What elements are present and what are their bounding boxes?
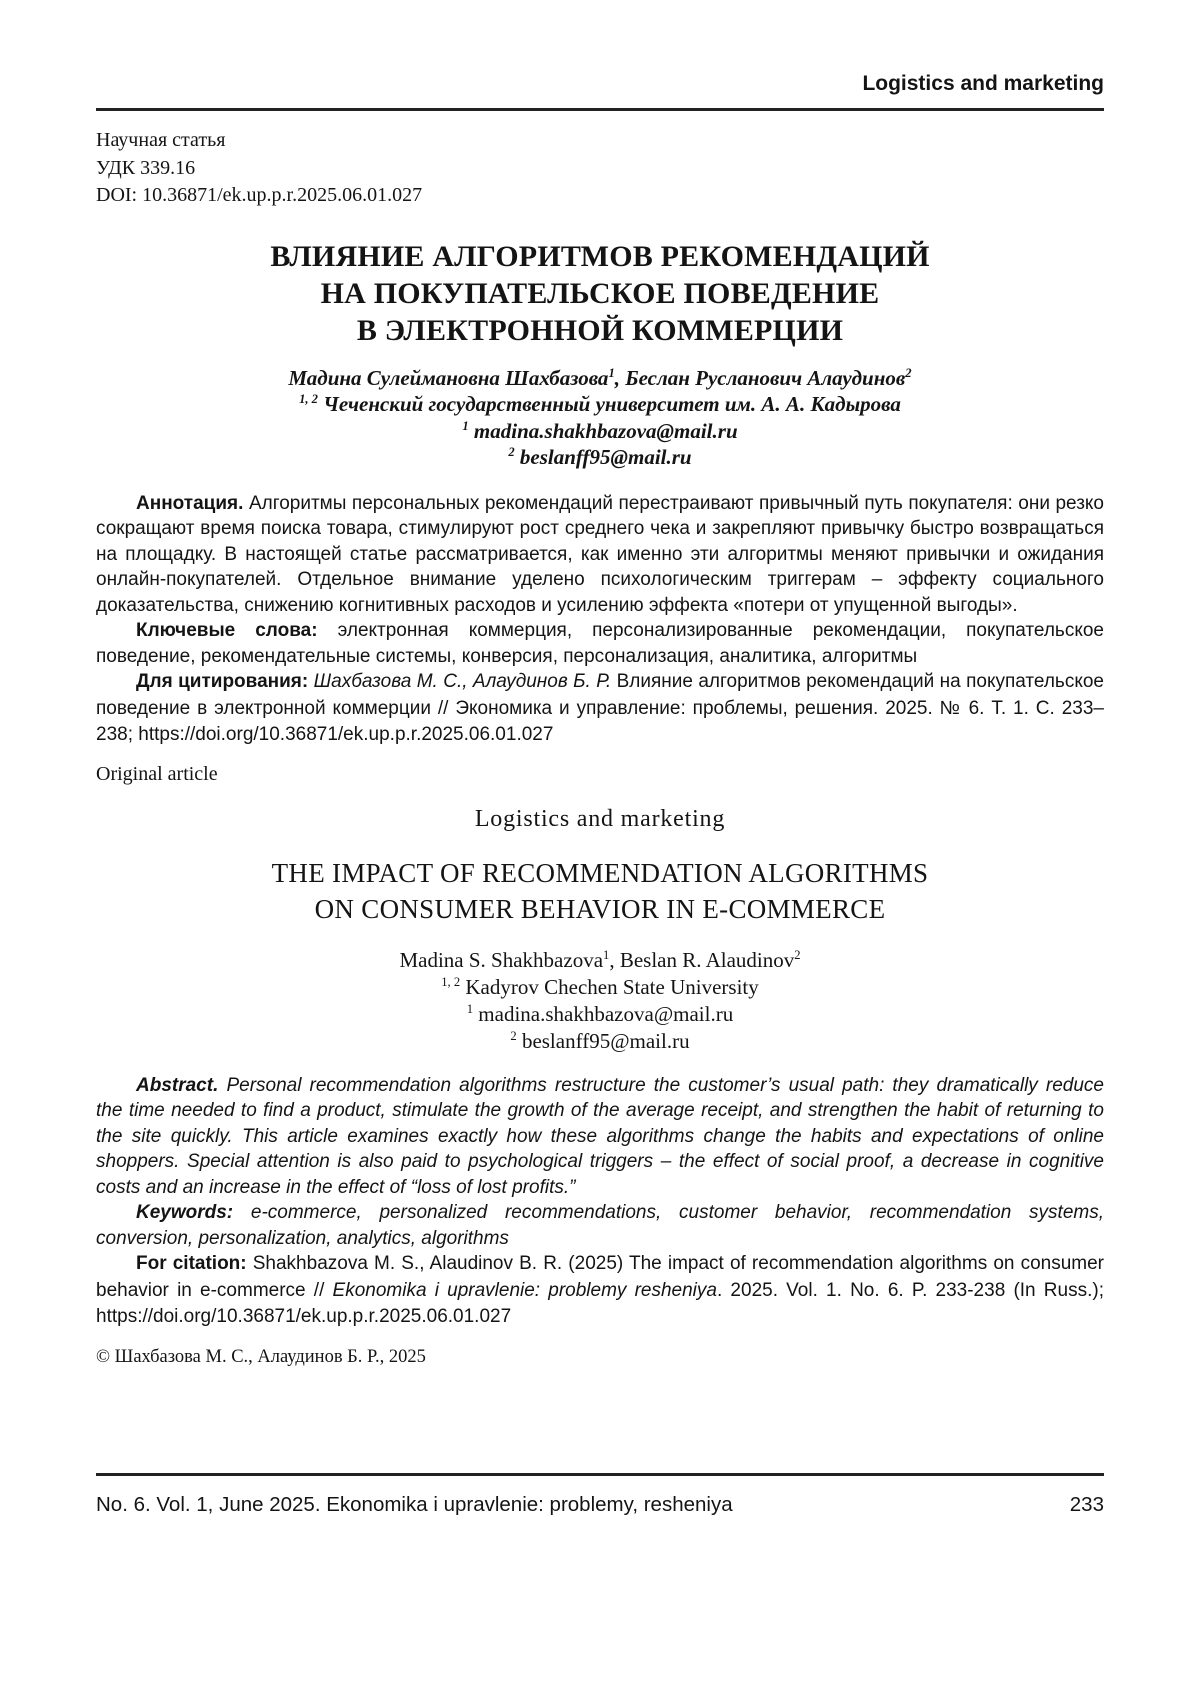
copyright-line: © Шахбазова М. С., Алаудинов Б. Р., 2025 <box>96 1346 426 1367</box>
affiliation-superscript: 1, 2 <box>299 392 318 406</box>
email-superscript: 2 <box>510 1028 517 1043</box>
author-superscript: 2 <box>794 947 801 962</box>
affiliation-ru: $^{1, 2}$ Чеченский государственный университет им. А. А. Кадырова <box>299 392 901 416</box>
citation-en-journal: Ekonomika i upravlenie: problemy resheniya <box>332 1279 717 1301</box>
abstract-en-text: Personal recommendation algorithms restructure the customer’s usual path: they dramatically reduce the time needed to find a product, stimulate the growth of the average receipt, and strengthen the habit of returning to the site quickly. This article examines exactly how these algorithms change the habits and expectations of online shoppers. Special attention is also paid to psychological triggers – the effect of social proof, a decrease in cognitive costs and an increase in the effect of “loss of lost profits.” <box>96 1074 1104 1198</box>
doi-label: DOI: 10.36871/ek.up.p.r.2025.06.01.027 <box>96 184 423 206</box>
email-superscript: 2 <box>508 445 515 459</box>
abstract-ru <box>96 491 1104 619</box>
header-rule <box>96 108 1104 111</box>
authors-ru-block <box>96 365 1104 471</box>
title-en-line: ON CONSUMER BEHAVIOR IN E-COMMERCE <box>314 893 886 924</box>
footer-page-number: 233 <box>1069 1493 1104 1516</box>
author-email-en: $^2$ beslanff95@mail.ru <box>510 1028 690 1053</box>
page-footer <box>96 1473 1104 1517</box>
email-superscript: 1 <box>462 418 469 433</box>
citation-ru <box>96 669 1104 749</box>
affiliation-en: $^{1, 2}$ Kadyrov Chechen State University <box>441 974 759 999</box>
original-article-label: Original article <box>96 762 218 785</box>
abstract-ru-label: Аннотация. <box>136 492 244 514</box>
author-superscript: 1 <box>608 365 615 380</box>
english-citation-block <box>96 1251 1104 1331</box>
authors-en-names: Madina S. Shakhbazova$^1$, Beslan R. Alaudinov$^2$ <box>399 947 801 972</box>
author-superscript: 2 <box>905 365 912 380</box>
keywords-ru-text: электронная коммерция, персонализированные рекомендации, покупательское поведение, рекомендательные системы, конверсия, персонализация, аналитика, алгоритмы <box>96 620 1104 667</box>
keywords-en-label: Keywords: <box>136 1202 234 1223</box>
abstract-en-label: Abstract. <box>136 1074 219 1096</box>
title-ru-line: НА ПОКУПАТЕЛЬСКОЕ ПОВЕДЕНИЕ <box>320 276 880 310</box>
author-superscript: 1 <box>603 947 610 962</box>
authors-ru-names: Мадина Сулеймановна Шахбазова$^1$, Беслан Русланович Алаудинов$^2$ <box>288 365 912 390</box>
abstract-en <box>96 1073 1104 1201</box>
citation-ru-label: Для цитирования: <box>136 671 309 692</box>
footer-rule <box>96 1473 1104 1476</box>
email-superscript: 1 <box>466 1001 474 1016</box>
running-head: Logistics and marketing <box>862 72 1104 95</box>
author-email-ru: $^1$ madina.shakhbazova@mail.ru <box>462 418 738 443</box>
citation-en-post: . 2025. Vol. 1. No. 6. P. 233-238 (In Russ.); https://doi.org/10.36871/ek.up.p.r.2025.06.01.027 <box>96 1279 1104 1327</box>
keywords-ru <box>96 618 1104 669</box>
author-email-ru: $^2$ beslanff95@mail.ru <box>508 445 692 469</box>
keywords-ru-label: Ключевые слова: <box>136 620 318 641</box>
russian-abstract-block <box>96 491 1104 749</box>
citation-en-pre: Shakhbazova M. S., Alaudinov B. R. (2025) The impact of recommendation algorithms on consumer behavior in e-commerce // <box>96 1253 1105 1301</box>
title-ru-line: В ЭЛЕКТРОННОЙ КОММЕРЦИИ <box>356 313 844 347</box>
section-heading-en: Logistics and marketing <box>474 805 726 832</box>
article-type-label: Научная статья <box>96 129 226 151</box>
citation-en-label: For citation: <box>136 1253 247 1274</box>
citation-ru-authors: Шахбазова М. С., Алаудинов Б. Р. <box>313 671 612 692</box>
citation-en <box>96 1251 1104 1331</box>
author-email-en: $^1$ madina.shakhbazova@mail.ru <box>466 1001 734 1026</box>
citation-ru-text: Влияние алгоритмов рекомендаций на покупательское поведение в электронной коммерции // Экономика и управление: проблемы, решения. 2025. № 6. Т. 1. С. 233–238; https://doi.org/10.36871/ek.up.p.r.2025.06.01.027 <box>96 671 1104 745</box>
affiliation-superscript: 1, 2 <box>441 974 461 989</box>
keywords-en <box>96 1200 1104 1251</box>
abstract-ru-text: Алгоритмы персональных рекомендаций перестраивают привычный путь покупателя: они резко сокращают время поиска товара, стимулируют рост среднего чека и закрепляют привычку быстро возвращаться на площадку. В настоящей статье рассматривается, как именно эти алгоритмы меняют привычки и ожидания онлайн-покупателей. Отдельное внимание уделено психологическим триггерам – эффекту социального доказательства, снижению когнитивных расходов и усилению эффекта «потери от упущенной выгоды». <box>96 492 1104 616</box>
keywords-en-text: e-commerce, personalized recommendations, customer behavior, recommendation systems, conversion, personalization, analytics, algorithms <box>96 1202 1104 1249</box>
title-en-line: THE IMPACT OF RECOMMENDATION ALGORITHMS <box>271 857 929 888</box>
udk-label: УДК 339.16 <box>96 156 196 179</box>
authors-en-block <box>96 947 1104 1055</box>
title-ru-line: ВЛИЯНИЕ АЛГОРИТМОВ РЕКОМЕНДАЦИЙ <box>270 239 930 273</box>
english-abstract-block <box>96 1073 1104 1252</box>
article-meta <box>96 127 1104 210</box>
footer-issue-line: No. 6. Vol. 1, June 2025. Ekonomika i upravlenie: problemy, resheniya <box>96 1493 733 1516</box>
title-en <box>96 855 1104 927</box>
title-ru <box>96 238 1104 349</box>
